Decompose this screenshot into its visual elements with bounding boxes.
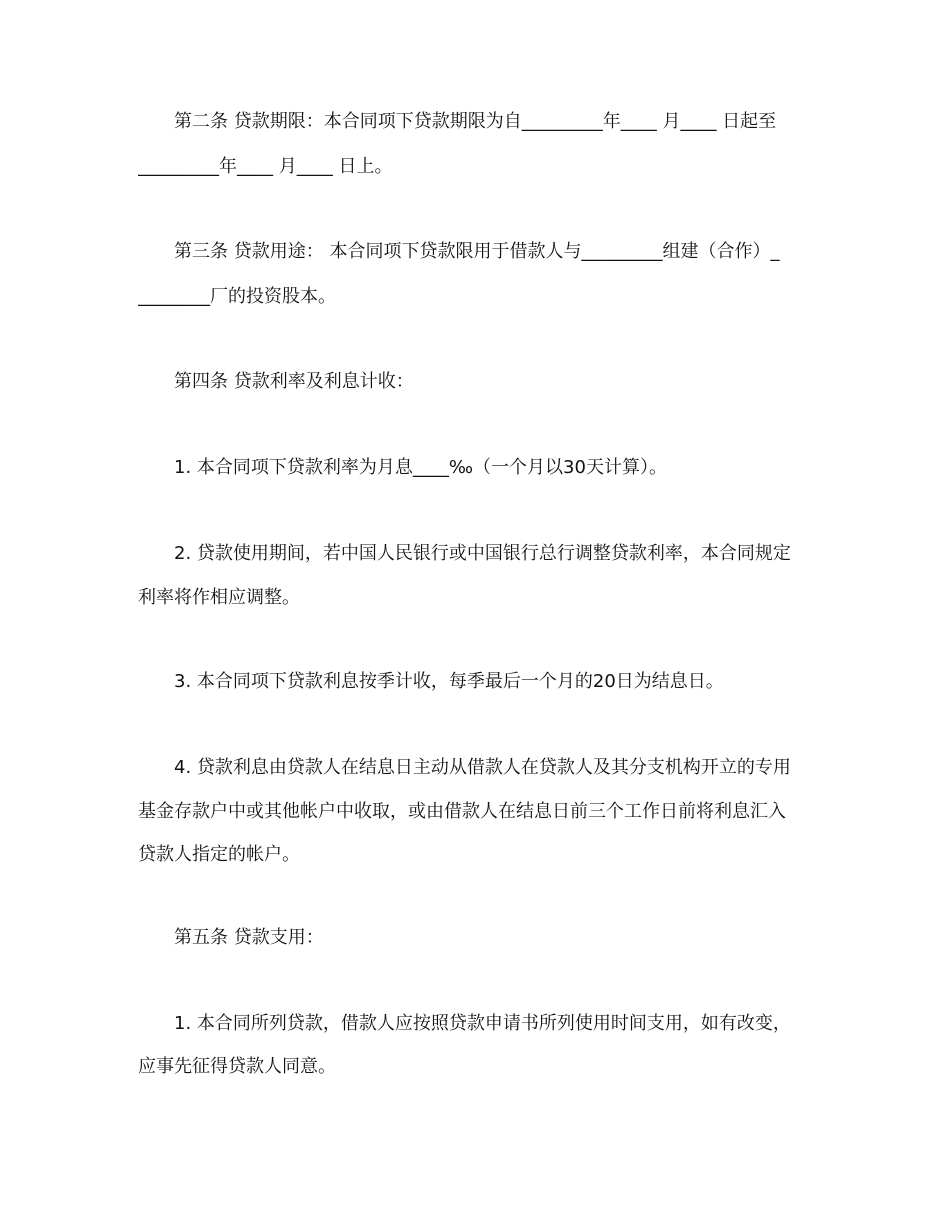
article3-line2: ________厂的投资股本。 [138,286,336,307]
article2-line1: 第二条 贷款期限：本合同项下贷款期限为自_________年____ 月____ 日起至 [174,111,777,132]
article4-item3: 3. 本合同项下贷款利息按季计收，每季最后一个月的20日为结息日。 [174,671,724,692]
article4-item4-line2: 基金存款户中或其他帐户中收取，或由借款人在结息日前三个工作日前将利息汇入 [138,801,786,822]
article4-item2-line1: 2. 贷款使用期间，若中国人民银行或中国银行总行调整贷款利率，本合同规定 [174,543,791,564]
article3-line1: 第三条 贷款用途： 本合同项下贷款限用于借款人与_________组建（合作）_ [174,241,780,262]
article4-item2-line2: 利率将作相应调整。 [138,587,300,608]
article4-item4-line1: 4. 贷款利息由贷款人在结息日主动从借款人在贷款人及其分支机构开立的专用 [174,757,791,778]
article4-item1: 1. 本合同项下贷款利率为月息____‰（一个月以30天计算）。 [174,457,667,478]
article5-item1-line1: 1. 本合同所列贷款，借款人应按照贷款申请书所列使用时间支用，如有改变， [174,1013,791,1034]
article4-item4-line3: 贷款人指定的帐户。 [138,844,300,865]
article2-line2: _________年____ 月____ 日上。 [138,156,393,177]
article4-heading: 第四条 贷款利率及利息计收： [174,371,414,392]
article5-item1-line2: 应事先征得贷款人同意。 [138,1056,336,1077]
article5-heading: 第五条 贷款支用： [174,927,324,948]
